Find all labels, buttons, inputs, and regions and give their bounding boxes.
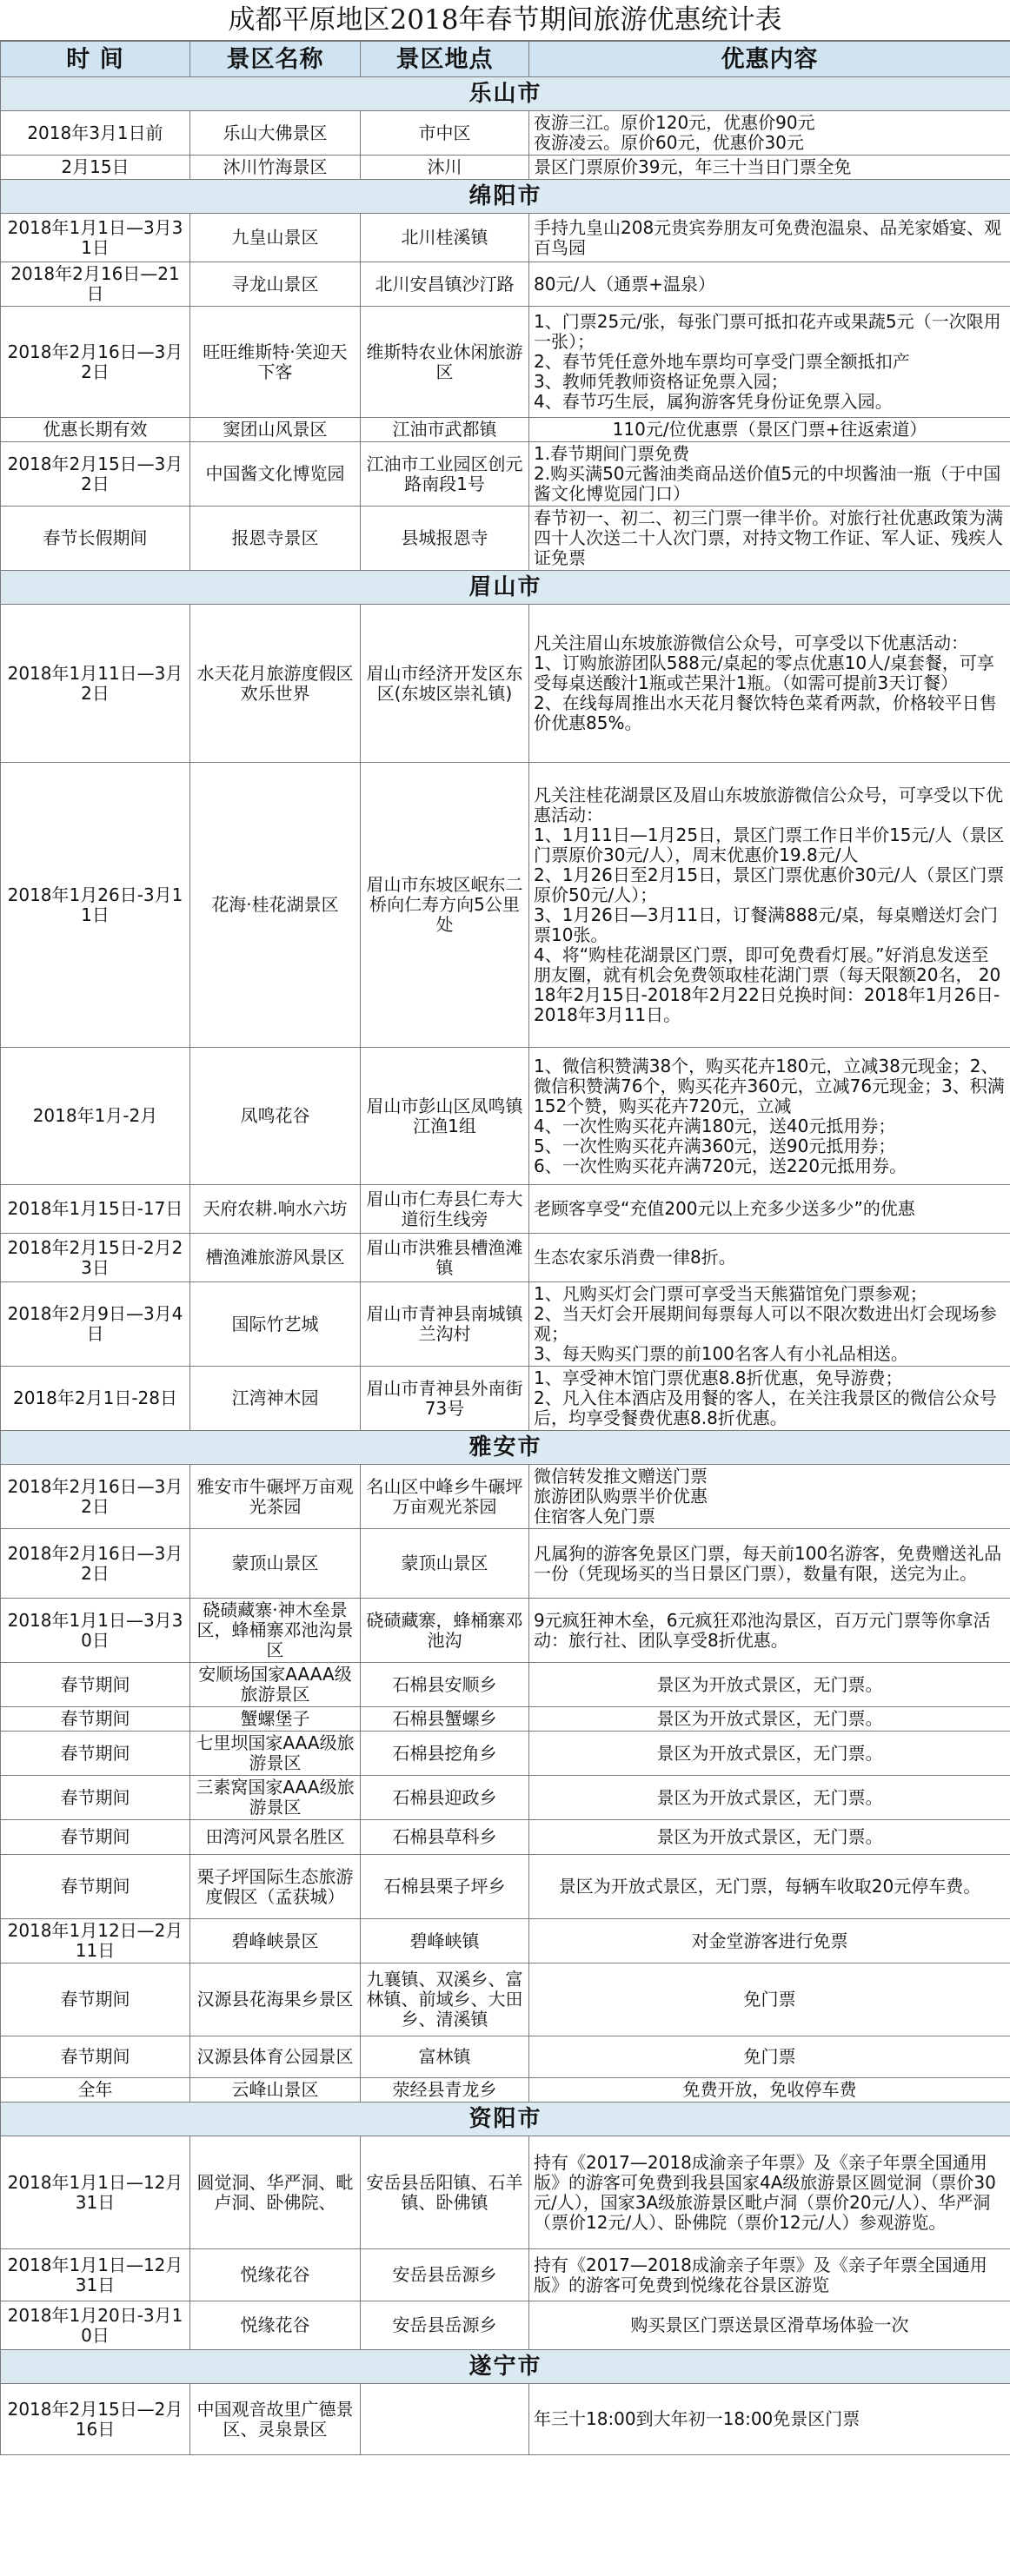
cell-discount-content: 景区门票原价39元，年三十当日门票全免 (529, 156, 1010, 180)
cell-time: 2018年1月12日—2月11日 (1, 1919, 190, 1963)
cell-scenic-location: 江油市工业园区创元路南段1号 (361, 442, 529, 507)
table-row (1, 605, 1010, 763)
cell-scenic-location: 安岳县岳阳镇、石羊镇、卧佛镇 (361, 2136, 529, 2249)
cell-scenic-name: 七里坝国家AAA级旅游景区 (190, 1732, 361, 1776)
region-name: 雅安市 (1, 1431, 1010, 1465)
table-row (1, 763, 1010, 1048)
cell-discount-content: 景区为开放式景区，无门票。 (529, 1820, 1010, 1855)
cell-discount-content: 80元/人（通票+温泉） (529, 262, 1010, 307)
cell-time: 春节期间 (1, 2036, 190, 2078)
cell-discount-content: 春节初一、初二、初三门票一律半价。对旅行社优惠政策为满四十人次送二十人次门票，对持文物工作证、军人证、残疾人证免票 (529, 507, 1010, 571)
cell-discount-content: 凡关注桂花湖景区及眉山东坡旅游微信公众号，可享受以下优惠活动： 1、1月11日—1月25日，景区门票工作日半价15元/人（景区门票原价30元/人），周末优惠价19.8元/人 2、1月26日至2月15日，景区门票优惠价30元/人（景区门票原价50元/人）； 3、1月26日—3月11日，订餐满888元/桌，每桌赠送灯会门票10张。 4、将“购桂花湖景区门票，即可免费看灯展。”好消息发送至朋友圈，就有机会免费领取桂花湖门票（每天限额20名， 2018年2月15日-2018年2月22日兑换时间：2018年1月26日-2018年3月11日。 (529, 763, 1010, 1048)
cell-scenic-location: 石棉县草科乡 (361, 1820, 529, 1855)
header-discount-content: 优惠内容 (529, 42, 1010, 77)
discount-table (0, 41, 1010, 2455)
cell-discount-content: 夜游三江。原价120元，优惠价90元 夜游凌云。原价60元，优惠价30元 (529, 111, 1010, 156)
cell-scenic-location: 石棉县蟹螺乡 (361, 1707, 529, 1732)
cell-scenic-location: 维斯特农业休闲旅游区 (361, 307, 529, 418)
cell-discount-content: 1.春节期间门票免费 2.购买满50元酱油类商品送价值5元的中坝酱油一瓶（于中国酱文化博览园门口） (529, 442, 1010, 507)
cell-time: 春节期间 (1, 1820, 190, 1855)
cell-scenic-location: 富林镇 (361, 2036, 529, 2078)
table-row (1, 1776, 1010, 1820)
cell-scenic-name: 中国酱文化博览园 (190, 442, 361, 507)
cell-scenic-name: 圆觉洞、华严洞、毗卢洞、卧佛院、 (190, 2136, 361, 2249)
cell-scenic-location: 北川安昌镇沙汀路 (361, 262, 529, 307)
cell-scenic-name: 报恩寺景区 (190, 507, 361, 571)
table-row (1, 1465, 1010, 1529)
cell-time: 春节期间 (1, 1855, 190, 1919)
cell-time: 2018年2月9日—3月4日 (1, 1282, 190, 1367)
cell-discount-content: 免费开放，免收停车费 (529, 2078, 1010, 2103)
cell-scenic-name: 沐川竹海景区 (190, 156, 361, 180)
region-row (1, 2103, 1010, 2136)
cell-time: 全年 (1, 2078, 190, 2103)
table-row (1, 442, 1010, 507)
table-row (1, 2384, 1010, 2455)
cell-time: 2018年2月15日—2月16日 (1, 2384, 190, 2455)
cell-discount-content: 老顾客享受“充值200元以上充多少送多少”的优惠 (529, 1185, 1010, 1234)
cell-discount-content: 手持九皇山208元贵宾券朋友可免费泡温泉、品羌家婚宴、观百鸟园 (529, 214, 1010, 262)
table-body (1, 77, 1010, 2455)
cell-scenic-name: 乐山大佛景区 (190, 111, 361, 156)
cell-discount-content: 1、凡购买灯会门票可享受当天熊猫馆免门票参观； 2、当天灯会开展期间每票每人可以不限次数进出灯会现场参观； 3、每天购买门票的前100名客人有小礼品相送。 (529, 1282, 1010, 1367)
page-title: 成都平原地区2018年春节期间旅游优惠统计表 (0, 0, 1010, 41)
cell-time: 春节期间 (1, 1707, 190, 1732)
cell-scenic-location: 石棉县挖角乡 (361, 1732, 529, 1776)
cell-scenic-location: 石棉县安顺乡 (361, 1663, 529, 1707)
cell-discount-content: 景区为开放式景区，无门票。 (529, 1776, 1010, 1820)
cell-discount-content: 凡关注眉山东坡旅游微信公众号，可享受以下优惠活动： 1、订购旅游团队588元/桌起的零点优惠10人/桌套餐，可享受每桌送酸汁1瓶或芒果汁1瓶。（如需可提前3天订餐） 2、在线每周推出水天花月餐饮特色菜肴两款，价格较平日售价优惠85%。 (529, 605, 1010, 763)
cell-scenic-location: 眉山市东坡区岷东二桥向仁寿方向5公里处 (361, 763, 529, 1048)
region-row (1, 1431, 1010, 1465)
cell-time: 2018年2月16日—3月2日 (1, 307, 190, 418)
cell-scenic-name: 云峰山景区 (190, 2078, 361, 2103)
header-time: 时 间 (1, 42, 190, 77)
cell-time: 春节期间 (1, 1963, 190, 2036)
cell-discount-content: 1、微信积赞满38个，购买花卉180元，立减38元现金；2、微信积赞满76个，购买花卉360元，立减76元现金；3、积满152个赞，购买花卉720元，立减 4、一次性购买花卉满180元，送40元抵用券； 5、一次性购买花卉满360元，送90元抵用券； 6、一次性购买花卉满720元，送220元抵用券。 (529, 1048, 1010, 1185)
cell-time: 2018年2月16日—3月2日 (1, 1529, 190, 1599)
table-row (1, 1707, 1010, 1732)
cell-time: 春节期间 (1, 1732, 190, 1776)
cell-scenic-location: 石棉县栗子坪乡 (361, 1855, 529, 1919)
cell-scenic-name: 栗子坪国际生态旅游度假区（孟获城） (190, 1855, 361, 1919)
cell-scenic-name: 窦团山风景区 (190, 418, 361, 442)
cell-scenic-name: 悦缘花谷 (190, 2301, 361, 2350)
cell-scenic-location: 碧峰峡镇 (361, 1919, 529, 1963)
cell-scenic-name: 凤鸣花谷 (190, 1048, 361, 1185)
cell-discount-content: 景区为开放式景区，无门票。 (529, 1663, 1010, 1707)
cell-scenic-name: 雅安市牛碾坪万亩观光茶园 (190, 1465, 361, 1529)
cell-scenic-name: 水天花月旅游度假区欢乐世界 (190, 605, 361, 763)
cell-time: 2018年1月1日—12月31日 (1, 2249, 190, 2301)
cell-scenic-name: 悦缘花谷 (190, 2249, 361, 2301)
cell-scenic-location: 安岳县岳源乡 (361, 2301, 529, 2350)
cell-scenic-location: 石棉县迎政乡 (361, 1776, 529, 1820)
table-row (1, 214, 1010, 262)
table-row (1, 1185, 1010, 1234)
region-name: 绵阳市 (1, 180, 1010, 214)
table-row (1, 1529, 1010, 1599)
cell-scenic-location: 沐川 (361, 156, 529, 180)
cell-scenic-location: 北川桂溪镇 (361, 214, 529, 262)
cell-scenic-location: 眉山市洪雅县槽渔滩镇 (361, 1234, 529, 1282)
cell-scenic-name: 田湾河风景名胜区 (190, 1820, 361, 1855)
cell-scenic-name: 蟹螺堡子 (190, 1707, 361, 1732)
table-row (1, 1663, 1010, 1707)
table-row (1, 1732, 1010, 1776)
cell-time: 2018年2月1日-28日 (1, 1367, 190, 1431)
region-name: 乐山市 (1, 77, 1010, 111)
cell-scenic-name: 三素窝国家AAA级旅游景区 (190, 1776, 361, 1820)
table-row (1, 1963, 1010, 2036)
cell-scenic-name: 九皇山景区 (190, 214, 361, 262)
table-row (1, 1282, 1010, 1367)
cell-scenic-name: 汉源县体育公园景区 (190, 2036, 361, 2078)
region-name: 遂宁市 (1, 2350, 1010, 2384)
cell-scenic-location (361, 2384, 529, 2455)
cell-time: 春节期间 (1, 1663, 190, 1707)
cell-time: 2018年1月15日-17日 (1, 1185, 190, 1234)
table-row (1, 1048, 1010, 1185)
region-row (1, 571, 1010, 605)
table-row (1, 2301, 1010, 2350)
cell-scenic-location: 眉山市彭山区凤鸣镇江渔1组 (361, 1048, 529, 1185)
cell-scenic-location: 眉山市青神县外南街73号 (361, 1367, 529, 1431)
table-row (1, 262, 1010, 307)
header-scenic-location: 景区地点 (361, 42, 529, 77)
cell-scenic-location: 眉山市青神县南城镇兰沟村 (361, 1282, 529, 1367)
cell-scenic-location: 县城报恩寺 (361, 507, 529, 571)
cell-time: 2018年1月1日—3月30日 (1, 1599, 190, 1663)
table-row (1, 2249, 1010, 2301)
table-row (1, 1234, 1010, 1282)
cell-scenic-name: 安顺场国家AAAA级旅游景区 (190, 1663, 361, 1707)
table-row (1, 507, 1010, 571)
table-row (1, 1919, 1010, 1963)
header-row (1, 42, 1010, 77)
cell-scenic-location: 硗碛藏寨，蜂桶寨邓池沟 (361, 1599, 529, 1663)
table-row (1, 2078, 1010, 2103)
table-row (1, 1367, 1010, 1431)
region-name: 资阳市 (1, 2103, 1010, 2136)
cell-time: 2018年2月16日—3月2日 (1, 1465, 190, 1529)
cell-scenic-name: 天府农耕.响水六坊 (190, 1185, 361, 1234)
cell-discount-content: 持有《2017—2018成渝亲子年票》及《亲子年票全国通用版》的游客可免费到悦缘花谷景区游览 (529, 2249, 1010, 2301)
cell-time: 2018年1月26日-3月11日 (1, 763, 190, 1048)
table-row (1, 156, 1010, 180)
cell-scenic-location: 荥经县青龙乡 (361, 2078, 529, 2103)
table-row (1, 2136, 1010, 2249)
cell-time: 2018年1月20日-3月10日 (1, 2301, 190, 2350)
cell-time: 2018年1月-2月 (1, 1048, 190, 1185)
cell-scenic-location: 名山区中峰乡牛碾坪万亩观光茶园 (361, 1465, 529, 1529)
region-name: 眉山市 (1, 571, 1010, 605)
cell-scenic-name: 蒙顶山景区 (190, 1529, 361, 1599)
cell-discount-content: 景区为开放式景区，无门票。 (529, 1732, 1010, 1776)
cell-scenic-name: 汉源县花海果乡景区 (190, 1963, 361, 2036)
cell-discount-content: 1、享受神木馆门票优惠8.8折优惠，免导游费； 2、凡入住本酒店及用餐的客人，在关注我景区的微信公众号后，均享受餐费优惠8.8折优惠。 (529, 1367, 1010, 1431)
cell-scenic-name: 硗碛藏寨·神木垒景区，蜂桶寨邓池沟景区 (190, 1599, 361, 1663)
cell-scenic-location: 九襄镇、双溪乡、富林镇、前域乡、大田乡、清溪镇 (361, 1963, 529, 2036)
cell-time: 春节期间 (1, 1776, 190, 1820)
cell-scenic-location: 江油市武都镇 (361, 418, 529, 442)
cell-scenic-name: 槽渔滩旅游风景区 (190, 1234, 361, 1282)
region-row (1, 2350, 1010, 2384)
cell-discount-content: 购买景区门票送景区滑草场体验一次 (529, 2301, 1010, 2350)
cell-scenic-location: 眉山市仁寿县仁寿大道衍生线旁 (361, 1185, 529, 1234)
cell-discount-content: 1、门票25元/张，每张门票可抵扣花卉或果蔬5元（一次限用一张）； 2、春节凭任意外地车票均可享受门票全额抵扣产 3、教师凭教师资格证免票入园； 4、春节巧生辰，属狗游客凭身份证免票入园。 (529, 307, 1010, 418)
table-row (1, 2036, 1010, 2078)
cell-discount-content: 微信转发推文赠送门票 旅游团队购票半价优惠 住宿客人免门票 (529, 1465, 1010, 1529)
cell-time: 2018年1月1日—12月31日 (1, 2136, 190, 2249)
cell-time: 2月15日 (1, 156, 190, 180)
cell-discount-content: 免门票 (529, 1963, 1010, 2036)
cell-discount-content: 对金堂游客进行免票 (529, 1919, 1010, 1963)
region-row (1, 180, 1010, 214)
table-row (1, 1820, 1010, 1855)
cell-scenic-name: 中国观音故里广德景区、灵泉景区 (190, 2384, 361, 2455)
cell-discount-content: 持有《2017—2018成渝亲子年票》及《亲子年票全国通用版》的游客可免费到我县国家4A级旅游景区圆觉洞（票价30元/人），国家3A级旅游景区毗卢洞（票价20元/人）、华严洞（票价12元/人）、卧佛院（票价12元/人）参观游览。 (529, 2136, 1010, 2249)
cell-scenic-location: 眉山市经济开发区东区(东坡区崇礼镇) (361, 605, 529, 763)
cell-discount-content: 110元/位优惠票（景区门票+往返索道） (529, 418, 1010, 442)
table-row (1, 1599, 1010, 1663)
cell-scenic-location: 安岳县岳源乡 (361, 2249, 529, 2301)
cell-scenic-name: 国际竹艺城 (190, 1282, 361, 1367)
region-row (1, 77, 1010, 111)
cell-time: 2018年1月11日—3月2日 (1, 605, 190, 763)
cell-discount-content: 9元疯狂神木垒，6元疯狂邓池沟景区，百万元门票等你拿活动：旅行社、团队享受8折优惠。 (529, 1599, 1010, 1663)
cell-time: 优惠长期有效 (1, 418, 190, 442)
cell-time: 2018年2月15日—3月2日 (1, 442, 190, 507)
table-row (1, 1855, 1010, 1919)
header-scenic-name: 景区名称 (190, 42, 361, 77)
cell-discount-content: 年三十18:00到大年初一18:00免景区门票 (529, 2384, 1010, 2455)
cell-time: 2018年2月15日-2月23日 (1, 1234, 190, 1282)
cell-discount-content: 凡属狗的游客免景区门票，每天前100名游客，免费赠送礼品一份（凭现场买的当日景区门票），数量有限，送完为止。 (529, 1529, 1010, 1599)
cell-scenic-name: 花海·桂花湖景区 (190, 763, 361, 1048)
cell-time: 春节长假期间 (1, 507, 190, 571)
cell-scenic-name: 碧峰峡景区 (190, 1919, 361, 1963)
cell-scenic-location: 蒙顶山景区 (361, 1529, 529, 1599)
table-row (1, 307, 1010, 418)
cell-scenic-location: 市中区 (361, 111, 529, 156)
cell-time: 2018年1月1日—3月31日 (1, 214, 190, 262)
cell-discount-content: 免门票 (529, 2036, 1010, 2078)
cell-time: 2018年2月16日—21日 (1, 262, 190, 307)
cell-time: 2018年3月1日前 (1, 111, 190, 156)
cell-scenic-name: 寻龙山景区 (190, 262, 361, 307)
cell-discount-content: 生态农家乐消费一律8折。 (529, 1234, 1010, 1282)
cell-scenic-name: 江湾神木园 (190, 1367, 361, 1431)
cell-discount-content: 景区为开放式景区，无门票。 (529, 1707, 1010, 1732)
table-row (1, 111, 1010, 156)
cell-scenic-name: 旺旺维斯特·笑迎天下客 (190, 307, 361, 418)
cell-discount-content: 景区为开放式景区，无门票，每辆车收取20元停车费。 (529, 1855, 1010, 1919)
table-row (1, 418, 1010, 442)
